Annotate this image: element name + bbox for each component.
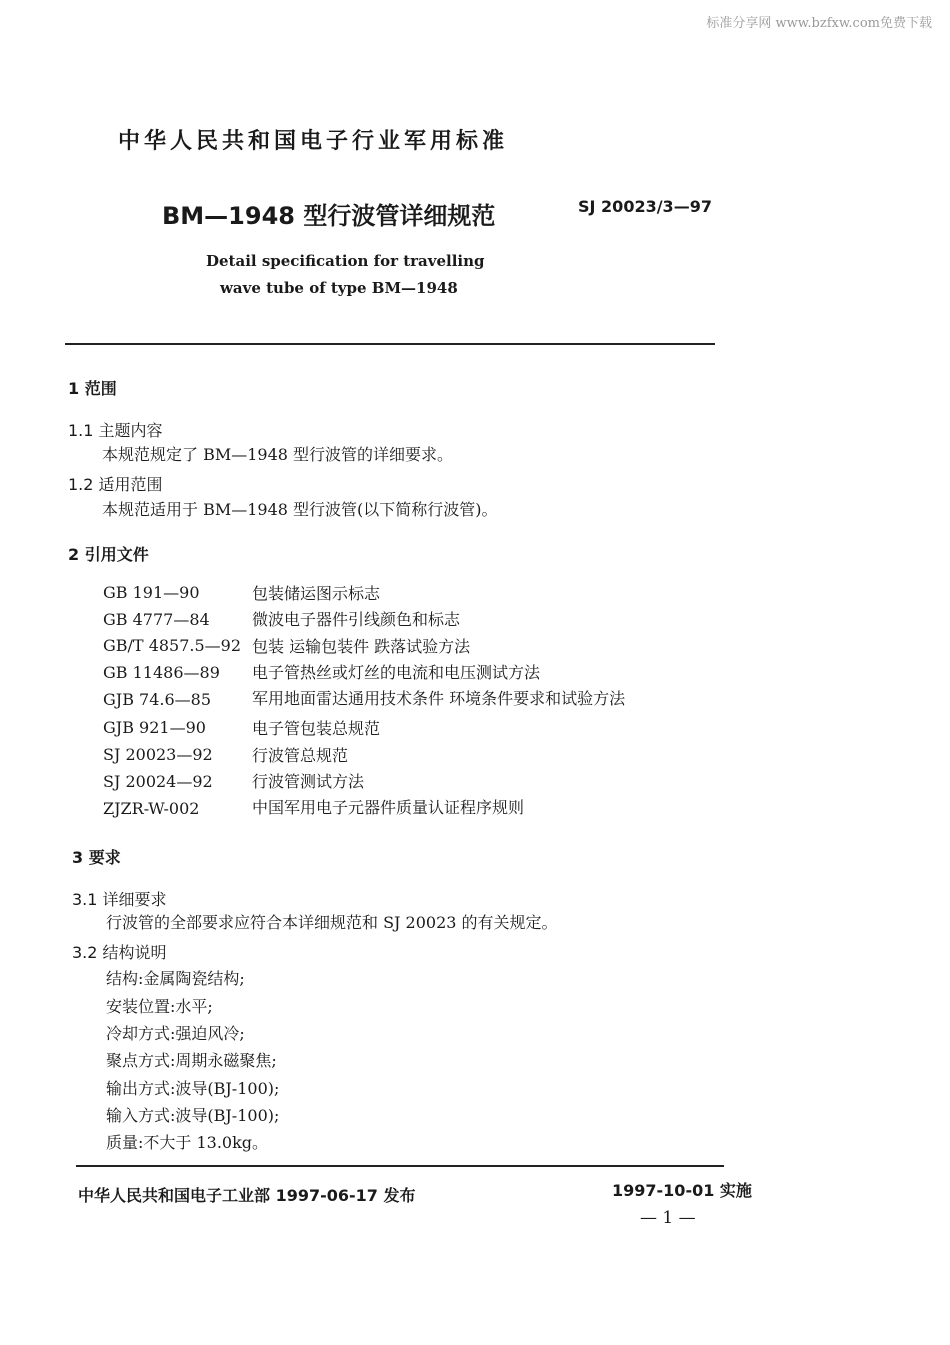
structure-item: 冷却方式:强迫风冷; <box>106 1024 245 1043</box>
section-1-1-text: 本规范规定了 BM—1948 型行波管的详细要求。 <box>102 445 454 464</box>
english-title-line-1: Detail specification for travelling <box>206 252 485 270</box>
ref-code: GB 191—90 <box>103 583 200 602</box>
section-3-heading: 3 要求 <box>72 848 121 867</box>
section-2-heading: 2 引用文件 <box>68 545 149 564</box>
ref-title: 中国军用电子元器件质量认证程序规则 <box>252 798 525 817</box>
document-code: SJ 20023/3—97 <box>578 197 712 216</box>
structure-item: 输入方式:波导(BJ-100); <box>106 1106 280 1125</box>
ref-title: 行波管总规范 <box>252 746 349 765</box>
header-divider <box>65 343 715 345</box>
ref-code: SJ 20023—92 <box>103 745 213 764</box>
ref-title: 包装储运图示标志 <box>252 584 381 603</box>
ref-code: GB 11486—89 <box>103 663 220 682</box>
ref-title: 行波管测试方法 <box>252 772 365 791</box>
section-1-2-text: 本规范适用于 BM—1948 型行波管(以下简称行波管)。 <box>102 500 498 519</box>
ref-code: SJ 20024—92 <box>103 772 213 791</box>
issuer-line: 中华人民共和国电子工业部 1997-06-17 发布 <box>78 1186 416 1205</box>
structure-item: 输出方式:波导(BJ-100); <box>106 1079 280 1098</box>
ref-title: 微波电子器件引线颜色和标志 <box>252 610 461 629</box>
ref-code: GB/T 4857.5—92 <box>103 636 242 655</box>
structure-item: 质量:不大于 13.0kg。 <box>106 1133 269 1152</box>
page-number: — 1 — <box>640 1208 696 1228</box>
document-title: BM—1948 型行波管详细规范 <box>162 202 496 230</box>
section-3-2-heading: 3.2 结构说明 <box>72 943 167 962</box>
ref-code: GJB 74.6—85 <box>103 690 212 709</box>
footer-divider <box>76 1165 724 1167</box>
ref-title: 军用地面雷达通用技术条件 环境条件要求和试验方法 <box>252 689 626 708</box>
watermark: 标准分享网 www.bzfxw.com免费下载 <box>706 16 932 31</box>
ref-title: 包装 运输包装件 跌落试验方法 <box>252 637 471 656</box>
ref-code: ZJZR-W-002 <box>103 799 200 818</box>
section-3-1-heading: 3.1 详细要求 <box>72 890 167 909</box>
ref-title: 电子管热丝或灯丝的电流和电压测试方法 <box>252 663 541 682</box>
structure-item: 聚点方式:周期永磁聚焦; <box>106 1051 277 1070</box>
section-1-2-heading: 1.2 适用范围 <box>68 475 163 494</box>
standard-type-heading: 中华人民共和国电子行业军用标准 <box>118 129 509 154</box>
ref-code: GB 4777—84 <box>103 610 210 629</box>
ref-title: 电子管包装总规范 <box>252 719 381 738</box>
section-1-1-heading: 1.1 主题内容 <box>68 421 163 440</box>
english-title-line-2: wave tube of type BM—1948 <box>220 279 458 297</box>
effective-date: 1997-10-01 实施 <box>612 1181 752 1200</box>
section-1-heading: 1 范围 <box>68 379 117 398</box>
section-3-1-text: 行波管的全部要求应符合本详细规范和 SJ 20023 的有关规定。 <box>106 913 558 932</box>
ref-code: GJB 921—90 <box>103 718 206 737</box>
structure-item: 结构:金属陶瓷结构; <box>106 969 245 988</box>
structure-item: 安装位置:水平; <box>106 997 213 1016</box>
